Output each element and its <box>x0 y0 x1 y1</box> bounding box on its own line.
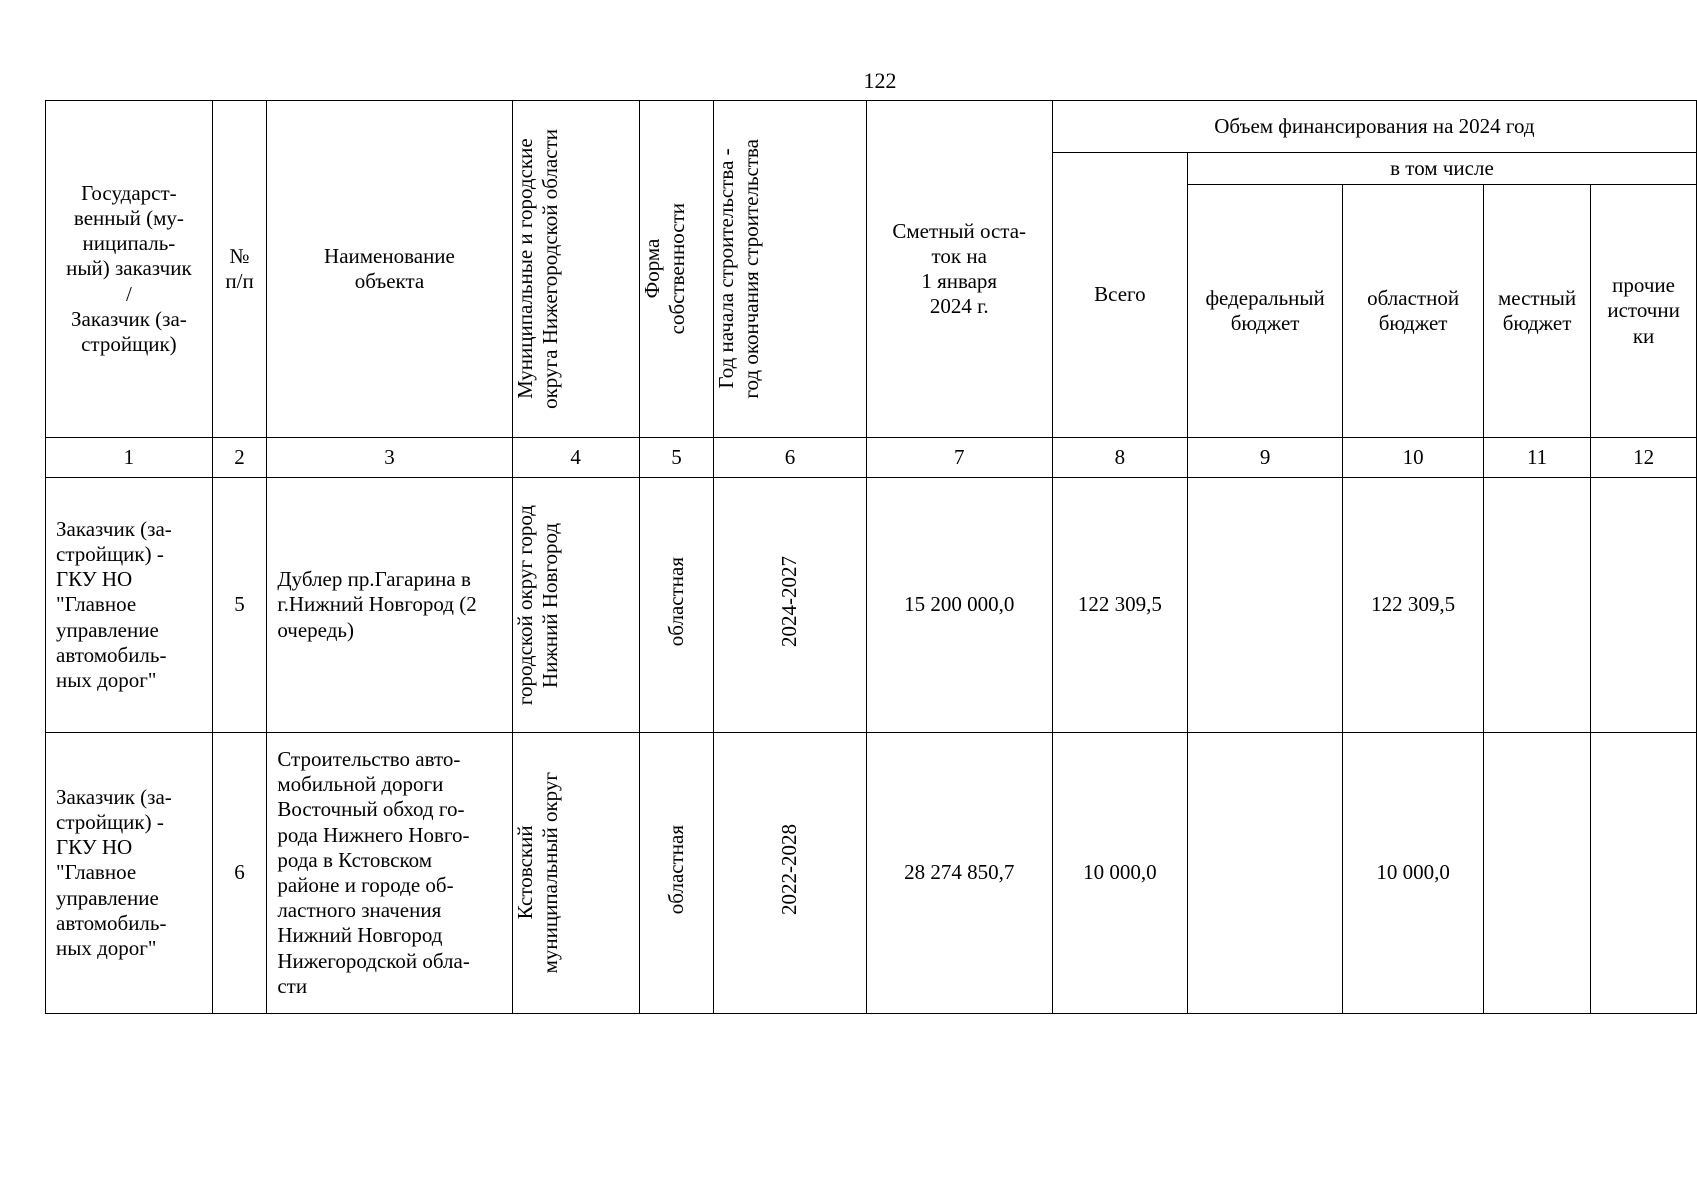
table-row <box>46 478 1697 733</box>
header-estimate: Сметный оста- ток на 1 января 2024 г. <box>866 101 1052 438</box>
other-cell <box>1591 733 1697 1014</box>
regional-cell: 10 000,0 <box>1343 733 1484 1014</box>
ownership-cell: областная <box>639 733 714 1014</box>
column-number: 5 <box>639 438 714 478</box>
header-num: № п/п <box>212 101 267 438</box>
column-number: 12 <box>1591 438 1697 478</box>
header-funding-group: Объем финансирования на 2024 год <box>1052 101 1696 153</box>
num-cell: 6 <box>212 733 267 1014</box>
header-total: Всего <box>1052 153 1187 438</box>
header-local: местный бюджет <box>1483 185 1590 438</box>
customer-cell: Заказчик (за- стройщик) - ГКУ НО "Главное управление автомобиль- ных дорог" <box>46 733 213 1014</box>
column-number-row <box>46 438 1697 478</box>
total-cell: 122 309,5 <box>1052 478 1187 733</box>
years-cell: 2024-2027 <box>714 478 866 733</box>
header-municipality: Муниципальные и городские округа Нижегородской области <box>512 101 639 438</box>
other-cell <box>1591 478 1697 733</box>
column-number: 3 <box>267 438 512 478</box>
ownership-cell: областная <box>639 478 714 733</box>
header-years: Год начала строительства - год окончания строительства <box>714 101 866 438</box>
years-cell: 2022-2028 <box>714 733 866 1014</box>
column-number: 4 <box>512 438 639 478</box>
column-number: 7 <box>866 438 1052 478</box>
header-other: прочие источни ки <box>1591 185 1697 438</box>
header-including: в том числе <box>1187 153 1696 185</box>
estimate-cell: 28 274 850,7 <box>866 733 1052 1014</box>
financing-table <box>45 100 1697 1014</box>
table-row <box>46 733 1697 1014</box>
regional-cell: 122 309,5 <box>1343 478 1484 733</box>
local-cell <box>1483 478 1590 733</box>
header-regional: областной бюджет <box>1343 185 1484 438</box>
column-number: 6 <box>714 438 866 478</box>
column-number: 1 <box>46 438 213 478</box>
estimate-cell: 15 200 000,0 <box>866 478 1052 733</box>
federal-cell <box>1187 733 1342 1014</box>
municipality-cell: Кстовский муниципальный округ <box>512 733 639 1014</box>
header-row <box>46 101 1697 153</box>
header-ownership: Форма собственности <box>639 101 714 438</box>
header-customer: Государст- венный (му- ниципаль- ный) заказчик / Заказчик (за- стройщик) <box>46 101 213 438</box>
header-object-name: Наименование объекта <box>267 101 512 438</box>
local-cell <box>1483 733 1590 1014</box>
page-number: 122 <box>863 68 897 93</box>
object-name-cell: Строительство авто- мобильной дороги Восточный обход го- рода Нижнего Новго- рода в Кстовском районе и городе об- ластного значения Нижний Новгород Нижегородской обла- сти <box>267 733 512 1014</box>
column-number: 2 <box>212 438 267 478</box>
object-name-cell: Дублер пр.Гагарина в г.Нижний Новгород (2 очередь) <box>267 478 512 733</box>
column-number: 8 <box>1052 438 1187 478</box>
column-number: 10 <box>1343 438 1484 478</box>
column-number: 11 <box>1483 438 1590 478</box>
federal-cell <box>1187 478 1342 733</box>
municipality-cell: городской округ город Нижний Новгород <box>512 478 639 733</box>
num-cell: 5 <box>212 478 267 733</box>
header-federal: федеральный бюджет <box>1187 185 1342 438</box>
total-cell: 10 000,0 <box>1052 733 1187 1014</box>
customer-cell: Заказчик (за- стройщик) - ГКУ НО "Главное управление автомобиль- ных дорог" <box>46 478 213 733</box>
column-number: 9 <box>1187 438 1342 478</box>
